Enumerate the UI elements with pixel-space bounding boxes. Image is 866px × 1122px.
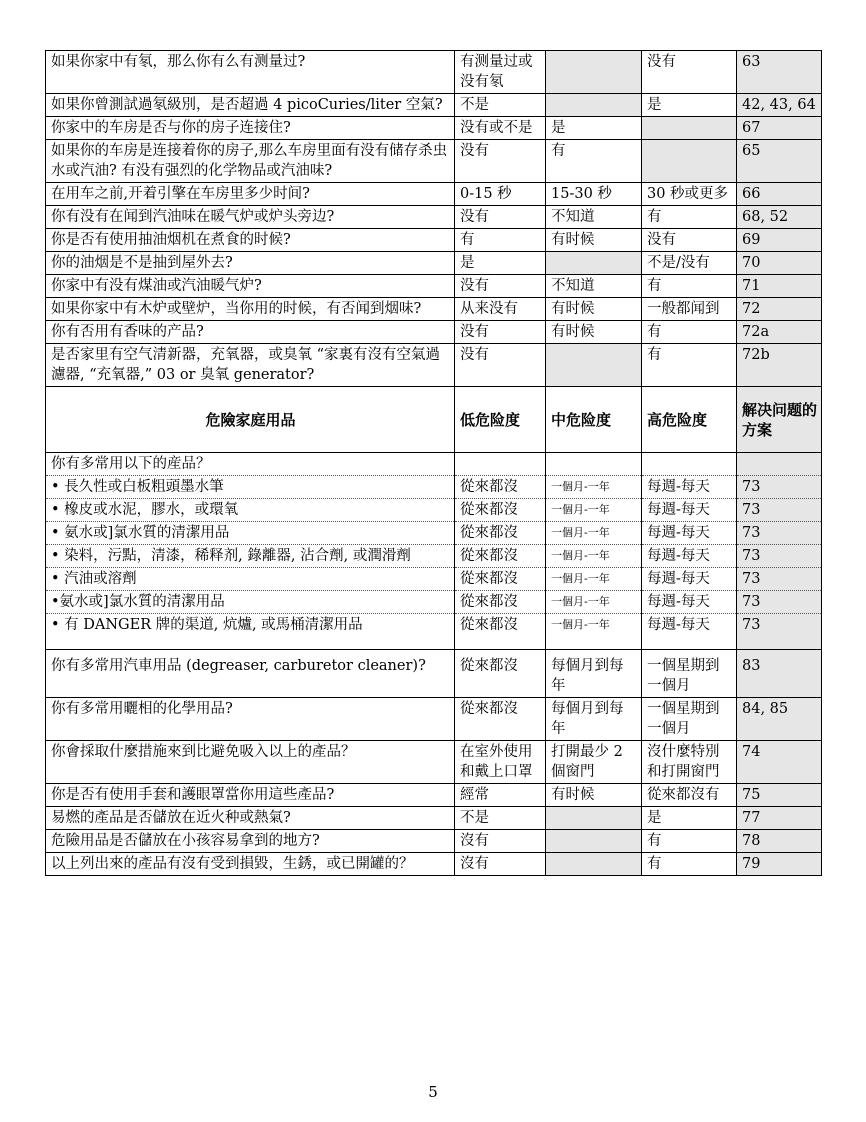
low-risk-cell: 從來都沒 [455,522,546,545]
mid-risk-cell: 一個月-一年 [546,545,642,568]
high-risk-cell: 是 [642,94,737,117]
solution-cell: 68, 52 [737,206,822,229]
table-row [46,807,822,830]
low-risk-cell: 没有 [455,344,546,387]
question-cell: 你會採取什麼措施來到比避免吸入以上的產品？ [46,741,455,784]
solution-cell: 73 [737,591,822,614]
table-row [46,117,822,140]
table-row [46,741,822,784]
table-row [46,784,822,807]
mid-risk-cell: 有时候 [546,298,642,321]
mid-risk-cell: 有时候 [546,229,642,252]
solution-cell: 72a [737,321,822,344]
table-row [46,298,822,321]
mid-risk-cell: 是 [546,117,642,140]
header-mid-risk: 中危险度 [546,387,642,453]
high-risk-cell: 一個星期到一個月 [642,650,737,698]
solution-cell: 67 [737,117,822,140]
mid-risk-cell: 每個月到每年 [546,650,642,698]
low-risk-cell: 是 [455,252,546,275]
question-cell: 在用车之前,开着引擎在车房里多少时间? [46,183,455,206]
low-risk-cell: 不是 [455,807,546,830]
low-risk-cell: 有 [455,229,546,252]
question-cell: 你是否有使用手套和護眼罩當你用這些產品? [46,784,455,807]
table-row [46,522,822,545]
mid-risk-cell: 有时候 [546,784,642,807]
table-row [46,252,822,275]
header-low-risk: 低危险度 [455,387,546,453]
low-risk-cell: 從來都沒 [455,545,546,568]
table-row [46,614,822,650]
mid-risk-cell: 一個月-一年 [546,591,642,614]
high-risk-cell: 有 [642,321,737,344]
question-cell: 你有否用有香味的产品? [46,321,455,344]
high-risk-cell: 没有 [642,229,737,252]
solution-cell: 73 [737,476,822,499]
table-row [46,206,822,229]
low-risk-cell: 沒有 [455,853,546,876]
table-row [46,853,822,876]
high-risk-cell: 每週-每天 [642,591,737,614]
mid-risk-cell: 有时候 [546,321,642,344]
solution-cell: 63 [737,51,822,94]
solution-cell: 75 [737,784,822,807]
table-row [46,476,822,499]
high-risk-cell: 沒什麼特別和打開窗門 [642,741,737,784]
question-cell: • 長久性或白板粗頭墨水筆 [46,476,455,499]
low-risk-cell: 没有或不是 [455,117,546,140]
intro-cell: 你有多常用以下的産品？ [46,453,455,476]
solution-cell: 84, 85 [737,698,822,741]
mid-risk-cell: 15-30 秒 [546,183,642,206]
table-row [46,321,822,344]
high-risk-cell: 每週-每天 [642,476,737,499]
low-risk-cell: 從來都沒 [455,591,546,614]
low-risk-cell: 0-15 秒 [455,183,546,206]
question-cell: 以上列出來的產品有沒有受到損毀，生銹，或已開罐的？ [46,853,455,876]
question-cell: 你有多常用曬相的化學用品? [46,698,455,741]
solution-cell: 69 [737,229,822,252]
question-cell: 你是否有使用抽油烟机在煮食的时候? [46,229,455,252]
mid-risk-cell: 打開最少 2 個窗門 [546,741,642,784]
solution-cell: 73 [737,522,822,545]
low-risk-cell: 從來都沒 [455,499,546,522]
solution-cell: 71 [737,275,822,298]
table-row [46,545,822,568]
question-cell: 如果你家中有氡，那么你有么有测量过? [46,51,455,94]
question-cell: 是否家里有空气清新器，充氧器，或臭氧 “家裏有沒有空氣過濾器, “充氧器,” 03 or 臭氧 generator? [46,344,455,387]
question-cell: 如果你的车房是连接着你的房子,那么车房里面有没有储存杀虫水或汽油? 有没有强烈的化学物品或汽油味? [46,140,455,183]
page-number: 5 [428,1083,438,1101]
high-risk-cell [642,117,737,140]
high-risk-cell: 從來都沒有 [642,784,737,807]
question-cell: • 橡皮或水泥，膠水，或環氧 [46,499,455,522]
high-risk-cell: 有 [642,830,737,853]
section-header-row [46,387,822,453]
high-risk-cell: 一般都闻到 [642,298,737,321]
high-risk-cell: 有 [642,344,737,387]
solution-cell: 79 [737,853,822,876]
question-cell: • 染料，污點，清漆，稀释剂, 錄離器, 沾合劑, 或潤滑劑 [46,545,455,568]
question-cell: •氨水或]氯水質的清潔用品 [46,591,455,614]
high-risk-cell: 有 [642,275,737,298]
low-risk-cell: 沒有 [455,830,546,853]
solution-cell: 77 [737,807,822,830]
solution-cell: 73 [737,545,822,568]
table-row [46,51,822,94]
low-risk-cell: 没有 [455,206,546,229]
table-row [46,275,822,298]
mid-risk-cell: 不知道 [546,206,642,229]
low-risk-cell: 從來都沒 [455,614,546,650]
question-cell: 你家中有没有煤油或汽油暖气炉? [46,275,455,298]
question-cell: 你有多常用汽車用品 (degreaser, carburetor cleaner)? [46,650,455,698]
table-row [46,140,822,183]
high-risk-cell: 不是/没有 [642,252,737,275]
low-risk-cell: 從來都沒 [455,476,546,499]
table-row [46,650,822,698]
question-cell: 易燃的產品是否儲放在近火种或熱氣? [46,807,455,830]
solution-cell: 73 [737,499,822,522]
header-high-risk: 高危险度 [642,387,737,453]
high-risk-cell: 每週-每天 [642,545,737,568]
solution-cell: 73 [737,568,822,591]
table-row [46,568,822,591]
high-risk-cell: 每週-每天 [642,614,737,650]
mid-risk-cell [546,51,642,94]
low-risk-cell: 從來都沒 [455,650,546,698]
table-row [46,698,822,741]
intro-row [46,453,822,476]
mid-risk-cell [546,807,642,830]
low-risk-cell: 没有 [455,140,546,183]
table-row [46,229,822,252]
mid-risk-cell: 一個月-一年 [546,499,642,522]
question-cell: 你的油烟是不是抽到屋外去? [46,252,455,275]
high-risk-cell: 每週-每天 [642,522,737,545]
solution-cell: 73 [737,614,822,650]
mid-risk-cell: 一個月-一年 [546,568,642,591]
header-solution: 解决问题的方案 [737,387,822,453]
low-risk-cell: 從來都沒 [455,698,546,741]
table-row [46,94,822,117]
high-risk-cell: 每週-每天 [642,499,737,522]
mid-risk-cell [546,252,642,275]
header-question: 危險家庭用品 [46,387,455,453]
solution-cell: 66 [737,183,822,206]
high-risk-cell: 有 [642,853,737,876]
low-risk-cell: 不是 [455,94,546,117]
table-row [46,830,822,853]
question-cell: 你有没有在闻到汽油味在暖气炉或炉头旁边? [46,206,455,229]
assessment-table [45,50,822,876]
solution-cell: 70 [737,252,822,275]
low-risk-cell: 没有 [455,275,546,298]
solution-cell: 74 [737,741,822,784]
high-risk-cell: 没有 [642,51,737,94]
low-risk-cell: 没有 [455,321,546,344]
high-risk-cell: 30 秒或更多 [642,183,737,206]
mid-risk-cell: 一個月-一年 [546,614,642,650]
table-row [46,591,822,614]
mid-risk-cell [546,94,642,117]
question-cell: 如果你家中有木炉或壁炉，当你用的时候，有否闻到烟味? [46,298,455,321]
mid-risk-cell: 每個月到每年 [546,698,642,741]
high-risk-cell: 每週-每天 [642,568,737,591]
question-cell: 危險用品是否儲放在小孩容易拿到的地方? [46,830,455,853]
low-risk-cell: 有测量过或没有氡 [455,51,546,94]
table-row [46,183,822,206]
question-cell: • 汽油或溶劑 [46,568,455,591]
high-risk-cell: 有 [642,206,737,229]
low-risk-cell: 從來都沒 [455,568,546,591]
solution-cell: 42, 43, 64 [737,94,822,117]
solution-cell: 78 [737,830,822,853]
mid-risk-cell: 一個月-一年 [546,522,642,545]
low-risk-cell: 在室外使用和戴上口罩 [455,741,546,784]
low-risk-cell: 經常 [455,784,546,807]
mid-risk-cell: 不知道 [546,275,642,298]
question-cell: • 氨水或]氯水質的清潔用品 [46,522,455,545]
mid-risk-cell [546,830,642,853]
mid-risk-cell [546,853,642,876]
mid-risk-cell: 一個月-一年 [546,476,642,499]
question-cell: • 有 DANGER 牌的渠道, 炕爐, 或馬桶清潔用品 [46,614,455,650]
high-risk-cell: 一個星期到一個月 [642,698,737,741]
mid-risk-cell: 有 [546,140,642,183]
solution-cell: 65 [737,140,822,183]
high-risk-cell: 是 [642,807,737,830]
solution-cell: 72b [737,344,822,387]
low-risk-cell: 从来没有 [455,298,546,321]
solution-cell: 83 [737,650,822,698]
table-row [46,344,822,387]
solution-cell: 72 [737,298,822,321]
question-cell: 如果你曾測試過氡級別，是否超過 4 picoCuries/liter 空氣? [46,94,455,117]
table-row [46,499,822,522]
question-cell: 你家中的车房是否与你的房子连接住? [46,117,455,140]
mid-risk-cell [546,344,642,387]
high-risk-cell [642,140,737,183]
